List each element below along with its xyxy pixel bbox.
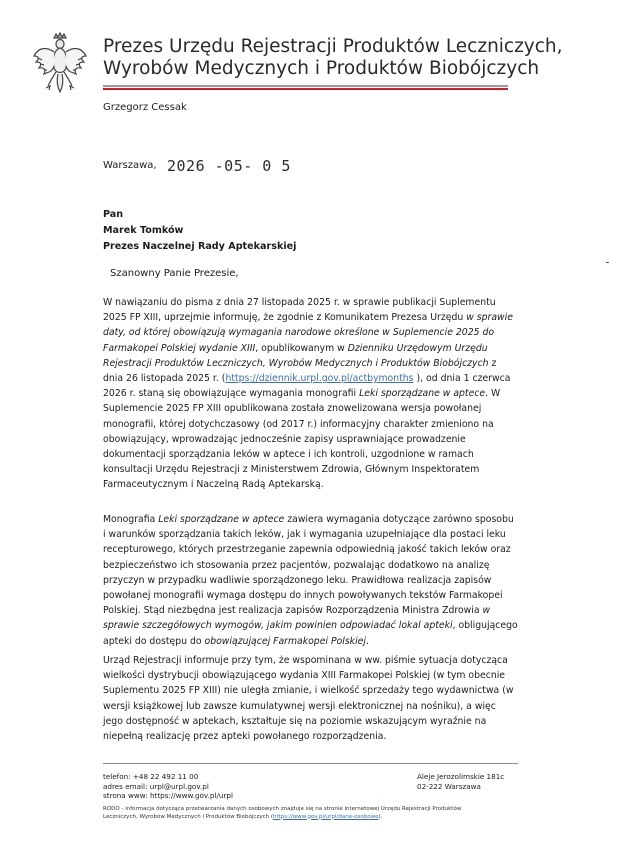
recipient-title: Prezes Naczelnej Rady Aptekarskiej — [103, 241, 297, 252]
rodo-text: RODO - informacja dotycząca przetwarzania danych osobowych znajduje się na stronie internetowej Urzędu Rejestracji Produktów Leczniczych, Wyrobów Medycznych i Produktów Biobójczych ( — [103, 806, 462, 820]
paragraph-2 — [103, 512, 518, 649]
footer-www[interactable]: strona www: https://www.gov.pl/urpl — [103, 791, 233, 801]
footer-address — [417, 772, 504, 791]
paragraph-3 — [103, 653, 518, 744]
p2-text-c: zawiera wymagania dotyczące zarówno sposobu i warunków sporządzania takich leków, jak i wymagania uzupełniające dla postaci leku recepturowego, których przestrzeganie zapewnia odpowiednią jakość takich leków oraz bezpieczeństwo ich stosowania przez pacjentów, pozwalając dodatkowo na analizę przyczyn w przypadku wadliwie sporządzonego leku. Prawidłowa realizacja zapisów powołanej monografii wymaga dostępu do innych powoływanych tekstów Farmakopei Polskiej. Stąd niezbędna jest realizacja zapisów Rozporządzenia Ministra Zdrowia — [103, 514, 514, 617]
p2-italic-f: obowiązującej Farmakopei Polskiej — [204, 635, 366, 647]
rodo-notice — [103, 806, 483, 821]
recipient-salutation: Pan — [103, 209, 124, 220]
rodo-end: ). — [378, 813, 383, 820]
paragraph-1 — [103, 295, 518, 493]
signer-name: Grzegorz Cessak — [103, 102, 187, 113]
footer-rule — [103, 763, 518, 764]
p1-text-a: W nawiązaniu do pisma z dnia 27 listopada 2025 r. w sprawie publikacji Suplementu 2025 FP XIII, uprzejmie informuję, że zgodnie z Komunikatem Prezesa Urzędu — [103, 297, 496, 324]
office-title — [103, 36, 563, 80]
footer-contact — [103, 772, 233, 801]
footer-email[interactable]: adres email: urpl@urpl.gov.pl — [103, 781, 209, 791]
p2-text-e: , obligującego apteki do dostępu do — [103, 620, 518, 647]
dziennik-link[interactable]: https://dziennik.urpl.gov.pl/actbymonths — [225, 373, 414, 385]
p1-italic-g: Leki sporządzane w aptece — [359, 388, 486, 400]
greeting: Szanowny Panie Prezesie, — [110, 268, 239, 279]
office-title-line-1: Prezes Urzędu Rejestracji Produktów Leczniczych, — [103, 36, 563, 57]
polish-eagle-emblem-icon — [32, 32, 88, 96]
recipient-name: Marek Tomków — [103, 225, 184, 236]
footer-phone: telefon: +48 22 492 11 00 — [103, 772, 199, 781]
place-of-issue: Warszawa, — [103, 160, 157, 171]
header-grey-rule — [103, 85, 508, 87]
p1-text-h: . W Suplemencie 2025 FP XIII opublikowana została znowelizowana wersja powołanej monografii, której dotychczasowy (od 2017 r.) informacyjny charakter zmieniono na obowiązujący, wprowadzając jednocześnie zapisy usprawniające prowadzenie dokumentacji sporządzania leków w aptece i ich kontroli, uzgodnione w ramach konsultacji Urzędu Rejestracji z Ministerstwem Zdrowia, Głównym Inspektoratem Farmaceutycznym i Naczelną Radą Aptekarską. — [103, 388, 501, 491]
p1-italic-b: w sprawie daty, od której obowiązują wymagania narodowe określone w Suplemencie 2025 do Farmakopei Polskiej wydanie XIII — [103, 312, 513, 354]
footer-address-line-1: Aleje Jerozolimskie 181c — [417, 772, 505, 781]
p3-text: Urząd Rejestracji informuje przy tym, że wspominana w ww. piśmie sytuacja dotycząca wielkości dystrybucji obowiązującego wydania XIII Farmakopei Polskiej (w tym obecnie Suplementu 2025 FP XIII) nie uległa zmianie, i wielkość sprzedaży tego wydawnictwa (w wersji książkowej lub zawsze kumulatywnej wersji elektronicznej na nośniku), a więc jego dostępność w aptekach, kształtuje się na poziomie wskazującym wyraźnie na niepełną realizację przez apteki powołanego rozporządzenia. — [103, 655, 514, 743]
p1-text-e: z dnia 26 listopada 2025 r. ( — [103, 357, 497, 385]
header-red-rule — [103, 88, 508, 90]
date-stamp: 2026 -05- 0 5 — [167, 157, 291, 175]
p2-text-a: Monografia — [103, 514, 159, 525]
p1-text-c: , opublikowanym w — [255, 342, 348, 354]
p1-text-f: ), od dnia 1 czerwca 2026 r. staną się obowiązujące wymagania monografii — [103, 373, 511, 400]
p2-italic-d: w sprawie szczegółowych wymogów, jakim powinien odpowiadać lokal apteki — [103, 605, 491, 632]
office-title-line-2: Wyrobów Medycznych i Produktów Biobójczych — [103, 58, 540, 79]
recipient-block — [103, 207, 296, 255]
p1-italic-d: Dzienniku Urzędowym Urzędu Rejestracji Produktów Leczniczych, Wyrobów Medycznych i Produktów Biobójczych — [103, 342, 489, 369]
rodo-link[interactable]: https://www.gov.pl/urpl/dane-osobowe — [273, 813, 379, 820]
footer-address-line-2: 02-222 Warszawa — [417, 781, 481, 791]
margin-mark — [606, 262, 609, 263]
p2-text-g: . — [365, 635, 369, 647]
p2-italic-b: Leki sporządzane w aptece — [158, 514, 285, 525]
